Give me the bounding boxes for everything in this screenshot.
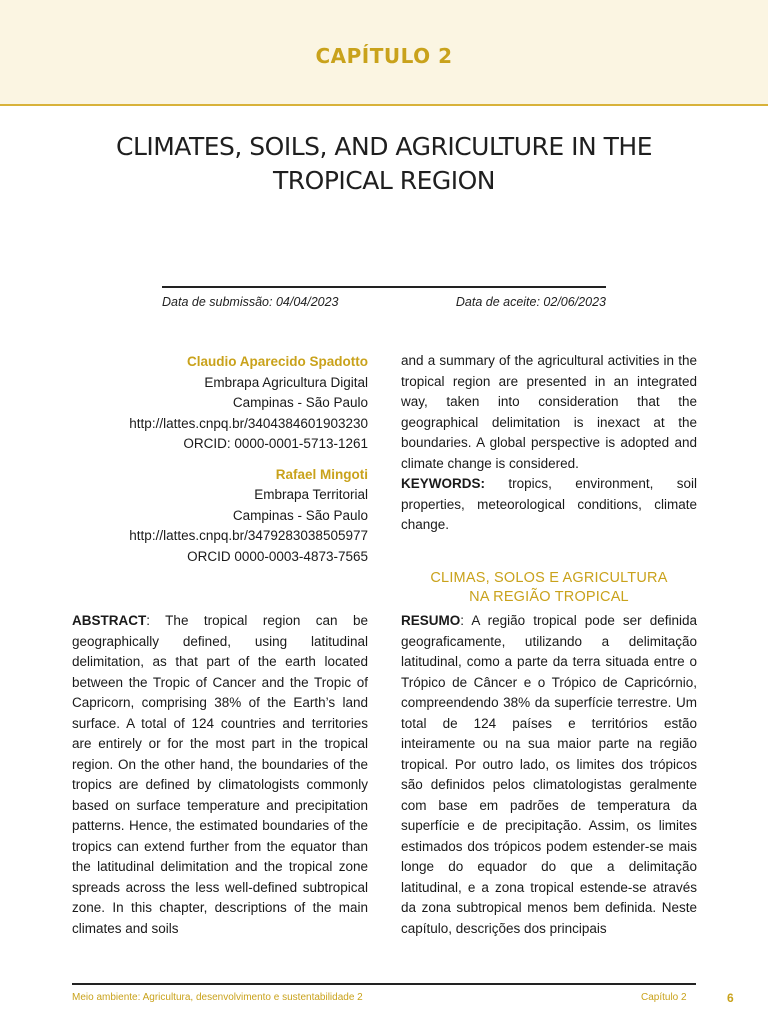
author-affiliation: Embrapa Territorial xyxy=(254,487,368,502)
author-spacer xyxy=(72,455,368,465)
author-orcid: ORCID: 0000-0001-5713-1261 xyxy=(183,436,368,451)
portuguese-title-line: NA REGIÃO TROPICAL xyxy=(469,589,629,605)
chapter-label: CAPÍTULO 2 xyxy=(315,44,453,68)
author-affiliation: Embrapa Agricultura Digital xyxy=(204,374,368,390)
footer-book-title: Meio ambiente: Agricultura, desenvolvimento e sustentabilidade 2 xyxy=(72,992,363,1003)
page-number: 6 xyxy=(727,991,734,1005)
resumo-paragraph xyxy=(401,611,697,939)
author-city: Campinas - São Paulo xyxy=(232,507,368,523)
chapter-header-band xyxy=(0,0,768,106)
author-name: Rafael Mingoti xyxy=(275,466,368,482)
abstract-label: ABSTRACT xyxy=(72,613,147,628)
abstract-continuation: and a summary of the agricultural activities in the tropical region are presented in an integrated way, taken into consideration that the geographical delimitation is inexact at the boundaries. A global perspective is adopted and climate change is considered. xyxy=(401,353,697,471)
keywords-label: KEYWORDS: xyxy=(401,476,485,491)
keywords-paragraph xyxy=(401,474,697,536)
resumo-text: : A região tropical pode ser definida geograficamente, utilizando a delimitação latitudinal, como a parte da terra situada entre o Trópico de Câncer e o Trópico de Capricórnio, compreendendo 38% da superfície terrestre. Um total de 124 países e territórios estão inteiramente ou na sua maior parte na região tropical. Por outro lado, os limites dos trópicos são definidos pelos climatologistas geralmente com base em padrões de temperatura da superfície e de precipitação. Assim, os limites estimados dos trópicos podem estender-se mais longe do equador do que a delimitação latitudinal, e a zona tropical estende-se através da zona subtropical menos bem definida. Neste capítulo, descrições dos principais xyxy=(401,613,697,936)
author-lattes-link[interactable]: http://lattes.cnpq.br/3404384601903230 xyxy=(129,415,368,431)
footer-divider xyxy=(72,983,696,985)
abstract-continuation-block xyxy=(401,351,697,536)
author-block xyxy=(72,352,368,567)
acceptance-date: Data de aceite: 02/06/2023 xyxy=(455,295,606,309)
dates-divider xyxy=(162,286,606,288)
abstract-text: : The tropical region can be geographically defined, using latitudinal delimitation, as that part of the earth located between the Tropic of Cancer and the Tropic of Capricorn, comprising 38% of the Earth’s land surface. A total of 124 countries and territories are entirely or for the most part in the tropical region. On the other hand, the boundaries of the tropics are defined by climatologists commonly based on surface temperature and precipitation patterns. Hence, the estimated boundaries of the tropics can extend further from the equator than the latitudinal delimitation and the tropical zone spreads across the less well-defined subtropical zone. In this chapter, descriptions of the main climates and soils xyxy=(72,613,368,936)
chapter-title: CLIMATES, SOILS, AND AGRICULTURE IN THE TROPICAL REGION xyxy=(115,132,653,195)
footer-chapter: Capítulo 2 xyxy=(641,992,687,1003)
abstract-paragraph xyxy=(72,611,368,939)
portuguese-title xyxy=(401,569,697,607)
resumo-label: RESUMO xyxy=(401,613,461,628)
author-orcid: ORCID 0000-0003-4873-7565 xyxy=(187,548,368,564)
submission-date: Data de submissão: 04/04/2023 xyxy=(162,295,339,309)
keywords-text: tropics, environment, soil properties, meteorological conditions, climate change. xyxy=(401,476,697,532)
author-name: Claudio Aparecido Spadotto xyxy=(186,354,368,369)
author-city: Campinas - São Paulo xyxy=(232,395,368,410)
portuguese-title-line: CLIMAS, SOLOS E AGRICULTURA xyxy=(430,570,668,586)
author-lattes-link[interactable]: http://lattes.cnpq.br/3479283038505977 xyxy=(129,528,368,543)
